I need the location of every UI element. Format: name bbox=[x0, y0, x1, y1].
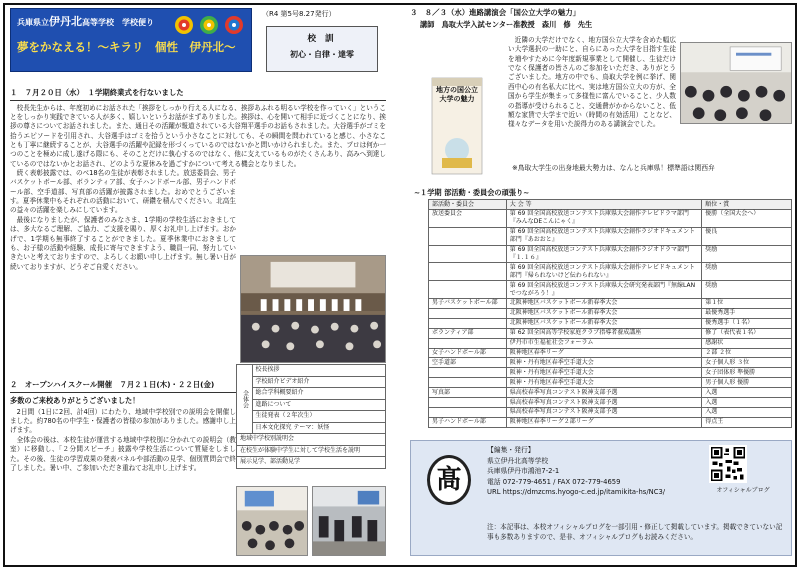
activity-club bbox=[429, 281, 507, 299]
activity-club bbox=[429, 227, 507, 245]
lecture-speaker: 講師 鳥取大学入試センター准教授 森川 修 先生 bbox=[420, 19, 593, 29]
activity-club bbox=[429, 398, 507, 408]
school-name: 伊丹北 bbox=[49, 15, 82, 28]
activity-meet: 北阪神地区バスケットボール新春季大会 bbox=[506, 298, 701, 308]
activity-result: 優勝（全国大会へ） bbox=[702, 209, 792, 227]
kokun-title: 校 訓 bbox=[307, 34, 337, 44]
publisher-info bbox=[487, 445, 707, 498]
activity-result: 男子個人形 優勝 bbox=[702, 378, 792, 388]
activity-meet: 阪神地区春季リーグ２部リーグ bbox=[506, 417, 701, 427]
activity-result: 優秀選手（１名） bbox=[702, 318, 792, 328]
activity-meet: 県高校春季写真コンテスト阪神支部予選 bbox=[506, 398, 701, 408]
table-row bbox=[429, 358, 792, 368]
activity-meet: 北阪神地区バスケットボール新春季大会 bbox=[506, 318, 701, 328]
activity-meet: 伊丹市市生福祉社会フォーラム bbox=[506, 338, 701, 348]
activity-result: 入選 bbox=[702, 388, 792, 398]
article-paragraph: 最後になりましたが、保護者のみなさま、1学期の学校生活におきましては、多大なるご理解、ご協力、ご支援を賜り、厚くお礼申し上げます。おかげで、1学期も無事終了することができました。夏季休業中におきましても、お子様の活動や経験、成長に寄与できますよう、職員一同、努力していきたいと考えておりますので、よろしくお願い申し上げます。無し暑い日が続いておりますが、どうぞご自愛ください。 bbox=[10, 215, 236, 271]
activity-result: 優良 bbox=[702, 227, 792, 245]
article-paragraph: 校長先生からは、年度初めにお話された「挨拶をしっかり行える人になる、挨拶あふれる明るい学校を作っていく」ということをしっかり実践できている人が多く、嬉しいというお話がまずありました。挨拶は、心を開いて相手に近づくことになり、挨拶の尊さについてお話されました。また、通日その活躍が報道されている大谷翔平選手のお話もされました。大谷選手がゴミを拾うエピソードを引用され、大谷選手はゴミを拾うという小さなことに対しても、その瞬間を問われていると感じ、小さなことも丁寧に継続することが、大谷選手の活躍や記録を形づくっているのではないかと問いかけられました。また、プロは何か一つのことを極めに成し遂げる際にも、そのことだけに執心するのではなく、他に支えているものがたくさんあり、高みへ到達しているのではないかとお話され、どのような夏休みを過ごすかについて考える機会となりました。 bbox=[10, 103, 386, 168]
column-header-meet: 大 会 等 bbox=[506, 200, 701, 210]
table-row bbox=[429, 417, 792, 427]
publisher-title: 【編集・発行】 bbox=[487, 446, 535, 454]
schedule-item: 地域中学校別説明会 bbox=[237, 434, 386, 446]
activity-result: ２部 ２位 bbox=[702, 348, 792, 358]
activity-club: 男子ハンドボール部 bbox=[429, 417, 507, 427]
info-note: 注：本記事は、本校オフィシャルブログを一部引用・修正して掲載しています。掲載できていない記事も多数ありますので、是非、オフィシャルブログもお読みください。 bbox=[487, 523, 783, 541]
article-closing-ceremony bbox=[10, 88, 386, 272]
activity-meet: 県高校春季写真コンテスト阪神支部予選 bbox=[506, 388, 701, 398]
right-column bbox=[410, 8, 792, 564]
school-suffix: 高等学校 学校便り bbox=[82, 18, 154, 27]
table-row bbox=[429, 378, 792, 388]
table-row bbox=[429, 368, 792, 378]
schedule-item: 日本文化探究 テーマ：妖怪 bbox=[252, 422, 385, 434]
activity-club bbox=[429, 245, 507, 263]
school-title bbox=[17, 14, 154, 30]
activity-club bbox=[429, 308, 507, 318]
table-row bbox=[429, 388, 792, 398]
school-motto: 夢をかなえる！～キラリ 個性 伊丹北～ bbox=[17, 40, 236, 54]
school-logo: 髙 bbox=[427, 455, 471, 505]
activity-result: 感謝状 bbox=[702, 338, 792, 348]
flower-mascots-icon bbox=[173, 14, 245, 36]
activities-table bbox=[428, 199, 792, 428]
open-school-photo-1 bbox=[236, 486, 308, 556]
schedule-item: 生徒発表（２年次生） bbox=[252, 411, 385, 423]
activity-result: 奨励 bbox=[702, 263, 792, 281]
qr-label: オフィシャルブログ bbox=[716, 487, 770, 494]
activity-club bbox=[429, 407, 507, 417]
table-row bbox=[429, 298, 792, 308]
book-title: 地方の国公立大学の魅力 bbox=[436, 86, 478, 103]
table-row bbox=[429, 338, 792, 348]
publisher-address: 兵庫県伊丹市鴻池7-2-1 bbox=[487, 467, 560, 476]
activity-meet: 第 69 回全国高校放送コンテスト兵庫県大会創作テレビドラマ部門『みんなDEこんにゃく』 bbox=[506, 209, 701, 227]
activity-club: 空手道部 bbox=[429, 358, 507, 368]
activity-result: 修了（表代表１名） bbox=[702, 328, 792, 338]
activity-result: 奨励 bbox=[702, 281, 792, 299]
table-row bbox=[429, 263, 792, 281]
activities-heading: ~１学期 部活動・委員会の頑張り~ bbox=[414, 188, 530, 197]
activity-result: 最優秀選手 bbox=[702, 308, 792, 318]
activity-result: 女子団体形 準優勝 bbox=[702, 368, 792, 378]
activity-club: 男子バスケットボール部 bbox=[429, 298, 507, 308]
qr-code-icon[interactable] bbox=[709, 445, 747, 483]
activity-meet: 第 69 回全国高校放送コンテスト兵庫県大会研究発表部門『無線LANでつながろう！』 bbox=[506, 281, 701, 299]
activity-result: 入選 bbox=[702, 407, 792, 417]
schedule-item: 総合学科概要紹介 bbox=[252, 388, 385, 400]
activity-meet: 第 62 回全国高等学校家庭クラブ指導者養成講座 bbox=[506, 328, 701, 338]
schedule-item: 学校紹介ビデオ紹介 bbox=[252, 376, 385, 388]
article-heading: ２ オープンハイスクール開催 ７月２１日(木)・２２日(金) bbox=[10, 380, 236, 393]
table-row bbox=[429, 318, 792, 328]
publisher-url[interactable]: URL https://dmzcms.hyogo-c.ed.jp/itamikita-hs/NC3/ bbox=[487, 488, 666, 497]
activity-meet: 第 69 回全国高校放送コンテスト兵庫県大会創作テレビドキュメント部門『帰られないけど伝わられない』 bbox=[506, 263, 701, 281]
article-heading: ３ ８／３（水）進路講演会「国公立大学の魅力」 bbox=[410, 8, 580, 17]
activity-meet: 阪神・丹有地区春季空手道大会 bbox=[506, 368, 701, 378]
table-row bbox=[429, 328, 792, 338]
activity-result: 入選 bbox=[702, 398, 792, 408]
activity-club: 写真部 bbox=[429, 388, 507, 398]
schedule-item: 校長挨拶 bbox=[252, 365, 385, 377]
masthead bbox=[10, 8, 386, 84]
activity-meet: 阪神・丹有地区春季空手道大会 bbox=[506, 358, 701, 368]
activity-meet: 阪神・丹有地区春季空手道大会 bbox=[506, 378, 701, 388]
activity-meet: 第 69 回全国高校放送コンテスト兵庫県大会創作ラジオドラマ部門『１.１６』 bbox=[506, 245, 701, 263]
masthead-banner bbox=[10, 8, 252, 72]
activity-result: 奨励 bbox=[702, 245, 792, 263]
activity-meet: 北阪神地区バスケットボール新春季大会 bbox=[506, 308, 701, 318]
article-paragraph: 2日間（1日に2回、計4回）にわたり、地域中学校別での説明会を開催しました。約780名の中学生・保護者の皆様の参加がありました。感謝申し上げます。 bbox=[10, 407, 236, 435]
article-subheading: 多数のご来校ありがとうございました！ bbox=[10, 395, 140, 405]
publisher-school: 県立伊丹北高等学校 bbox=[487, 456, 549, 465]
kokun-box bbox=[266, 26, 378, 72]
column-header-club: 部活動・委員会 bbox=[429, 200, 507, 210]
book-cover-image bbox=[410, 34, 504, 184]
table-row bbox=[429, 281, 792, 299]
column-header-result: 順位・賞 bbox=[702, 200, 792, 210]
schedule-item: 在校生が体験中学生に対して学校生活を説明 bbox=[237, 445, 386, 457]
lecture-paragraph: 近隣の大学だけでなく、地方国公立大学を含めた幅広い大学選択の一助にと、自らにあった大学を目指す生徒を増やすために今年度新規事業として開催し、生徒だけでなく保護者の皆さんのご参加をいただき、ありがとうございました。地方の中でも、鳥取大学を例に挙げ、関西中心の有名私大に比べ、実は地方国公立大の方が、全国から学生が集まって多様性に富んでいること、少人数の指導が受けられること、交通費がかからないこと、低額な家賃で大学まで近い（時間の有効活用）ことなど、様々なデータを用いた説得力のある講演会でした。 bbox=[508, 36, 676, 129]
activity-meet: 阪神地区春季リーグ bbox=[506, 348, 701, 358]
issue-number: （R4 第5号8.27発行） bbox=[262, 10, 336, 18]
table-row bbox=[429, 348, 792, 358]
schedule-table bbox=[236, 364, 386, 469]
lecture-note: ※鳥取大学生の出身地最大勢力は、なんと兵庫県！標準語は関西弁 bbox=[512, 164, 715, 172]
activity-club: ボランティア部 bbox=[429, 328, 507, 338]
open-school-photo-2 bbox=[312, 486, 386, 556]
table-row bbox=[429, 227, 792, 245]
table-row bbox=[429, 245, 792, 263]
article-lecture bbox=[410, 8, 792, 33]
activity-club bbox=[429, 378, 507, 388]
table-row bbox=[429, 407, 792, 417]
article-paragraph: 続く表彰披露では、のべ18名の生徒が表彰されました。放送委員会、男子バスケットボール部、ボランティア部、女子ハンドボール部、男子ハンドボール部、空手道部、写真部の活躍が披露されました。おめでとうございます。夏季休業中もそれぞれの活動において、研鑽を積んでください。北高生の益々の活躍を楽しみにしています。 bbox=[10, 169, 236, 215]
activity-result: 得点王 bbox=[702, 417, 792, 427]
lecture-photo bbox=[680, 42, 792, 124]
activity-club bbox=[429, 318, 507, 328]
schedule-item: 進路について bbox=[252, 399, 385, 411]
kokun-text: 初心・自律・達零 bbox=[290, 50, 354, 60]
activity-result: 第１位 bbox=[702, 298, 792, 308]
activity-club: 女子ハンドボール部 bbox=[429, 348, 507, 358]
activity-result: 女子個人形 ３位 bbox=[702, 358, 792, 368]
schedule-item: 展示見学、部活動見学 bbox=[237, 457, 386, 469]
article-open-high-school bbox=[10, 380, 236, 473]
activity-meet: 第 69 回全国高校放送コンテスト兵庫県大会創作ラジオドキュメント部門『あおおと』 bbox=[506, 227, 701, 245]
activity-club bbox=[429, 338, 507, 348]
activity-club bbox=[429, 368, 507, 378]
table-row bbox=[429, 398, 792, 408]
school-prefix: 兵庫県立 bbox=[17, 18, 49, 27]
schedule-category: 全体会 bbox=[237, 365, 253, 434]
table-row bbox=[429, 308, 792, 318]
article-heading: １ ７月２０日（水） １学期終業式を行ないました bbox=[10, 88, 386, 101]
activity-meet: 県高校春季写真コンテスト阪神支部予選 bbox=[506, 407, 701, 417]
publisher-phone: 電話 072-779-4651 / FAX 072-779-4659 bbox=[487, 477, 621, 486]
info-box bbox=[410, 440, 792, 556]
table-row bbox=[429, 209, 792, 227]
activity-club: 放送委員会 bbox=[429, 209, 507, 227]
left-column bbox=[10, 8, 386, 564]
ceremony-photo bbox=[240, 255, 386, 363]
activity-club bbox=[429, 263, 507, 281]
article-paragraph: 全体会の後は、本校生徒が運営する地域中学校別に分かれての説明会（教室）に移動し、「２分間スピーチ」披露や学校生活について質疑をしました。その後、生徒の学習成果の発表パネルや部活動の見学、個別質問会で終了しました。暑い中、ご参加いただき重ねてお礼申し上げます。 bbox=[10, 435, 236, 472]
